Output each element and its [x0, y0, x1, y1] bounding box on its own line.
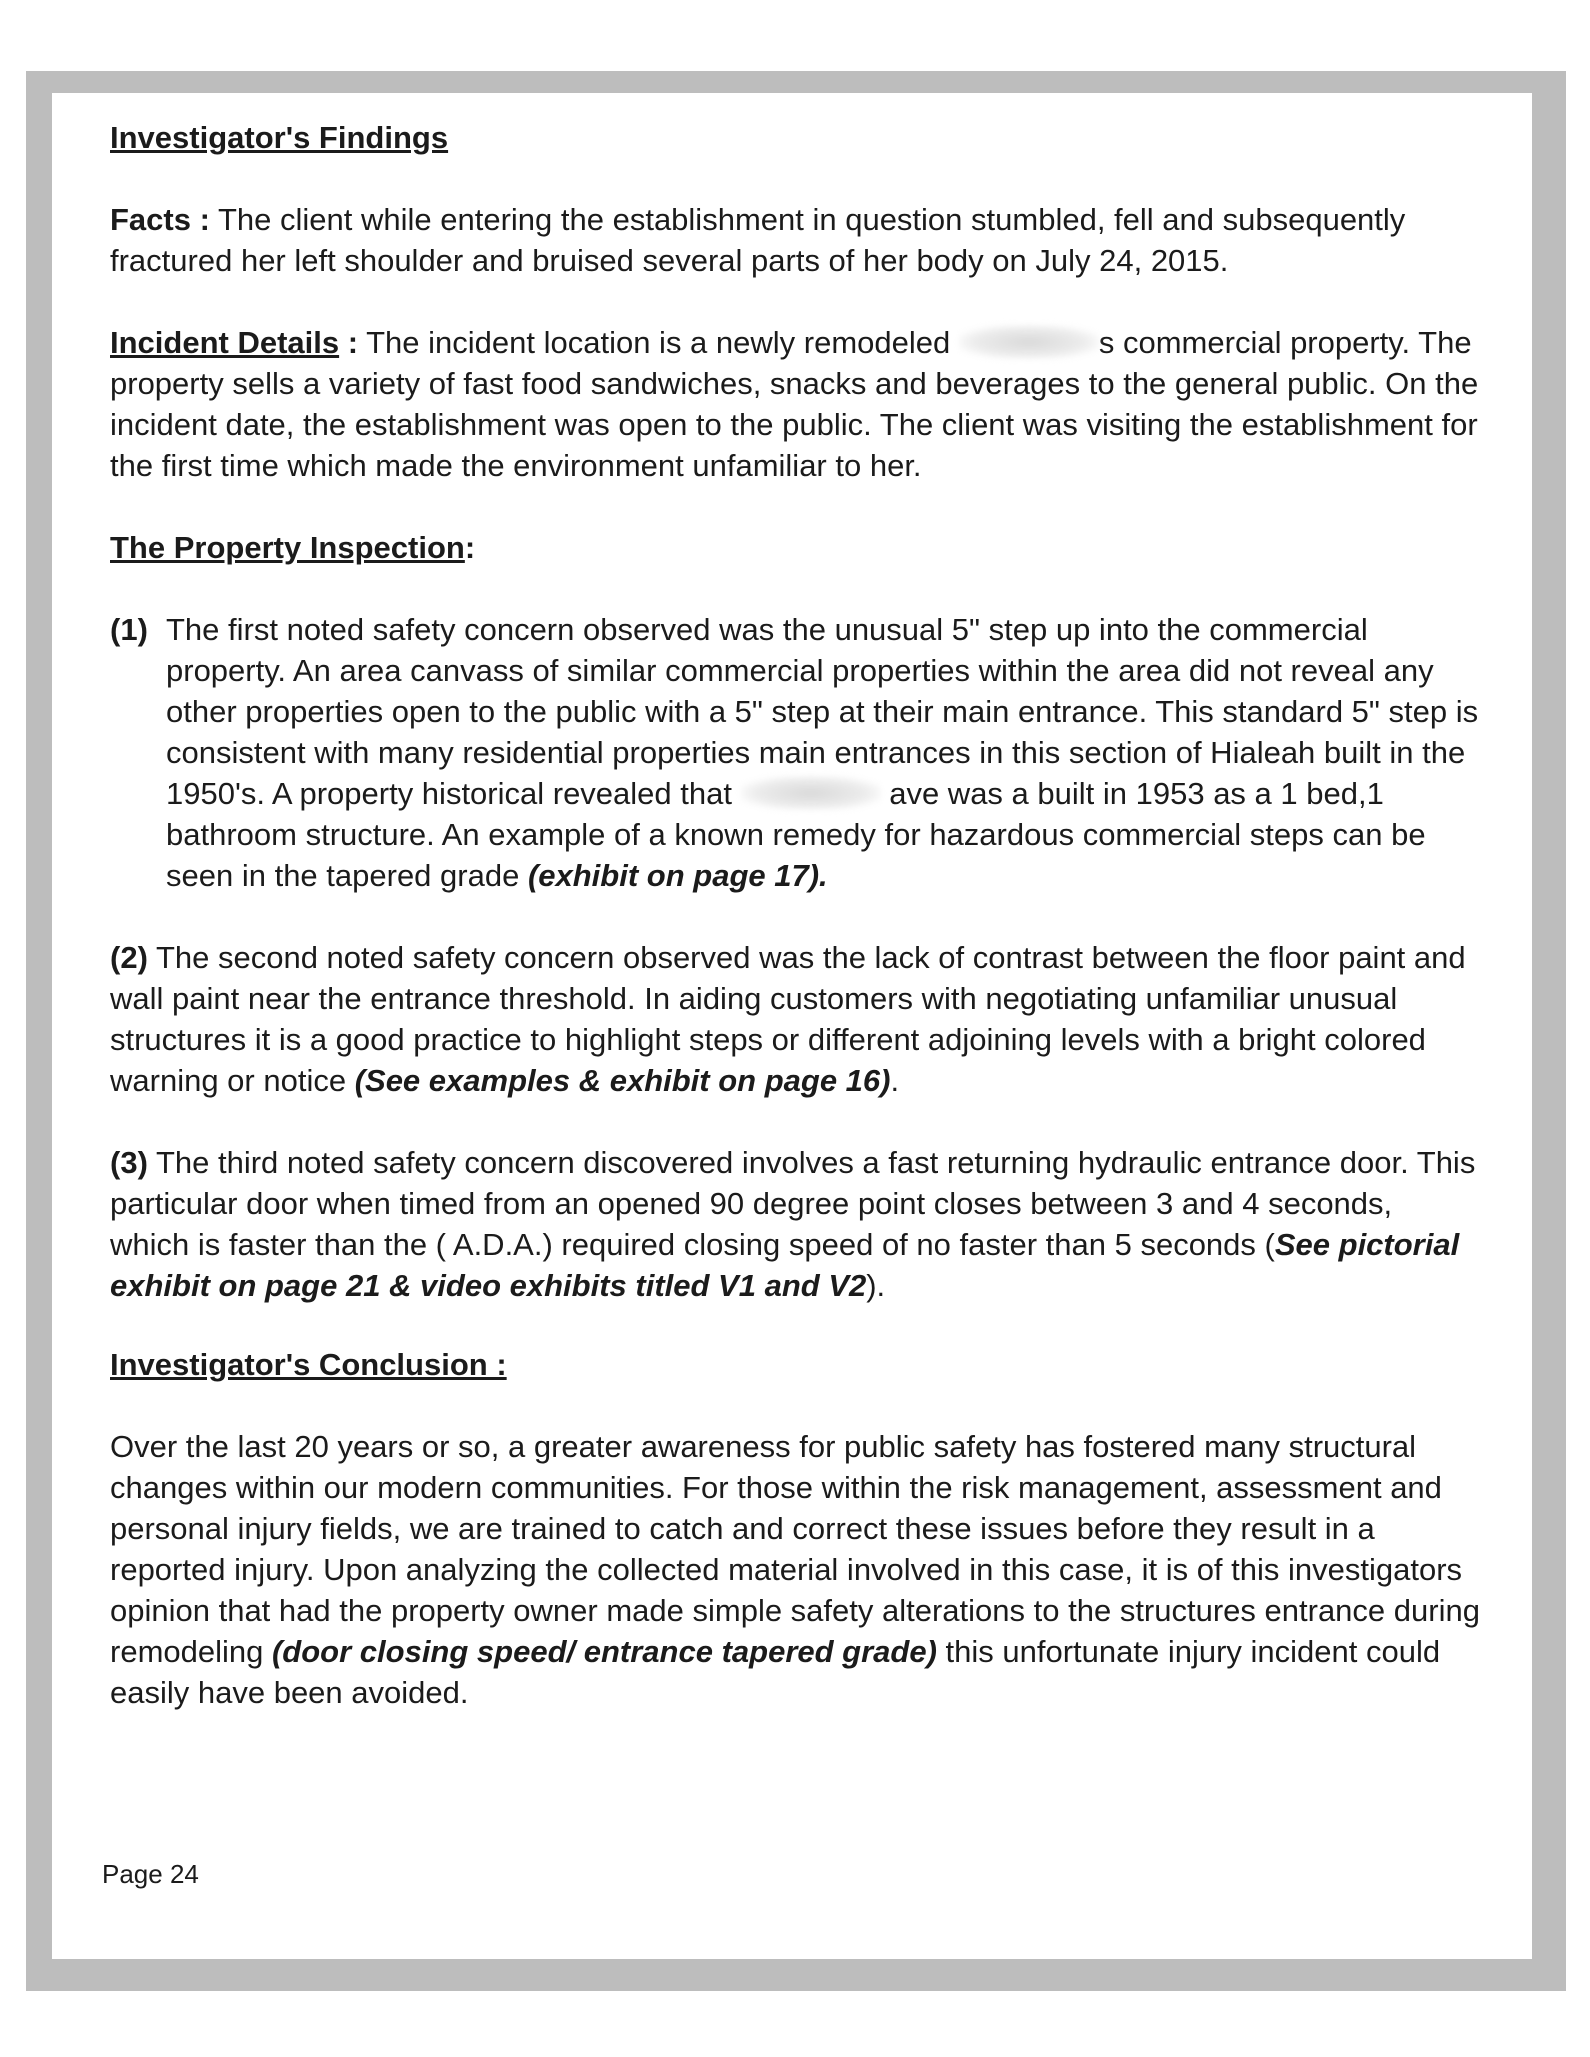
- incident-paragraph: [110, 322, 1480, 486]
- item-1-text: [166, 609, 1480, 896]
- incident-colon: :: [339, 325, 359, 360]
- document-page: [52, 93, 1532, 1959]
- item-2-exhibit-ref: (See examples & exhibit on page 16): [354, 1063, 891, 1098]
- item-2-number: (2): [110, 940, 148, 975]
- item-3-text: The third noted safety concern discovered involves a fast returning hydraulic entrance door. This particular door when timed from an opened 90 degree point closes between 3 and 4 seconds, which is faster than the ( A.D.A.) required closing speed of no faster than 5 seconds (: [110, 1145, 1476, 1262]
- finding-item-1: [110, 609, 1480, 896]
- page-number: Page 24: [102, 1859, 199, 1889]
- incident-label: Incident Details: [110, 325, 340, 360]
- item-2-end: .: [890, 1063, 900, 1098]
- conclusion-heading: Investigator's Conclusion :: [110, 1347, 507, 1382]
- item-3-number: (3): [110, 1145, 148, 1180]
- inspection-heading-colon: :: [464, 530, 476, 565]
- conclusion-paragraph: [110, 1426, 1480, 1713]
- incident-text-b: s commercial property. The property sells a variety of fast food sandwiches, snacks and beverages to the general public. On the incident date, the establishment was open to the public. The client was visiting the establishment for the first time which made the environment unfamiliar to her.: [110, 325, 1479, 483]
- incident-text-a: The incident location is a newly remodeled: [358, 325, 959, 360]
- facts-text: The client while entering the establishment in question stumbled, fell and subsequently fractured her left shoulder and bruised several parts of her body on July 24, 2015.: [110, 202, 1406, 278]
- item-3-exhibit-ref: See pictorial exhibit on page 21 & video exhibits titled V1 and V2: [110, 1227, 1460, 1303]
- facts-paragraph: [110, 199, 1480, 281]
- item-1-text-b: ave was a built in 1953 as a 1 bed,1 bathroom structure. An example of a known remedy for hazardous commercial steps can be seen in the tapered grade: [166, 776, 1426, 893]
- item-1-exhibit-ref: (exhibit on page 17).: [527, 858, 828, 893]
- item-1-number: (1): [110, 612, 148, 647]
- facts-label: Facts :: [110, 202, 210, 237]
- redacted-address: [741, 776, 881, 810]
- finding-item-3: [110, 1142, 1480, 1306]
- page-content: [110, 117, 1480, 1713]
- item-3-end: ).: [866, 1268, 886, 1303]
- page-frame: [26, 71, 1566, 1991]
- item-1-text-a: The first noted safety concern observed was the unusual 5" step up into the commercial property. An area canvass of similar commercial properties within the area did not reveal any other properties open to the public with a 5" step at their main entrance. This standard 5" step is consistent with many residential properties main entrances in this section of Hialeah built in the 1950's. A property historical revealed that: [166, 612, 1479, 811]
- conclusion-ref: (door closing speed/ entrance tapered grade): [271, 1634, 937, 1669]
- conclusion-text: Over the last 20 years or so, a greater awareness for public safety has fostered many structural changes within our modern communities. For those within the risk management, assessment and personal injury fields, we are trained to catch and correct these issues before they result in a reported injury. Upon analyzing the collected material involved in this case, it is of this investigators opinion that had the property owner made simple safety alterations to the structures entrance during remodeling: [110, 1429, 1480, 1669]
- redacted-business-name: [959, 325, 1099, 359]
- finding-item-2: [110, 937, 1480, 1101]
- inspection-heading: The Property Inspection: [110, 530, 465, 565]
- findings-heading: Investigator's Findings: [110, 120, 449, 155]
- item-2-text: The second noted safety concern observed was the lack of contrast between the floor paint and wall paint near the entrance threshold. In aiding customers with negotiating unfamiliar unusual structures it is a good practice to highlight steps or different adjoining levels with a bright colored warning or notice: [110, 940, 1466, 1098]
- inspection-heading-line: [110, 527, 1480, 568]
- conclusion-end: this unfortunate injury incident could easily have been avoided.: [110, 1634, 1441, 1710]
